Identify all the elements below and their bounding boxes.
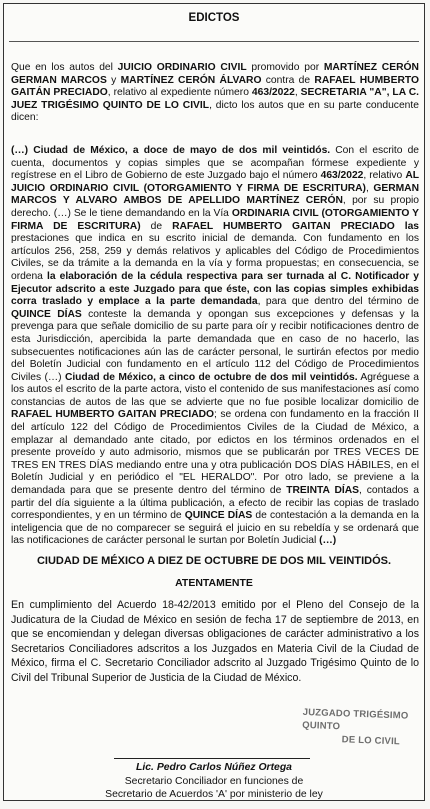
p1-run: , (294, 87, 301, 99)
seal-line-2: DE LO CIVIL (341, 734, 401, 748)
p2-run: (…) Ciudad de México, a doce de mayo de dos mil veintidós. (11, 145, 331, 156)
p2-run: QUINCE DÍAS (184, 510, 253, 522)
p2-run: ORDINARIA CIVIL (OTORGAMIENTO Y FIRMA DE ESCRITURA) (11, 207, 420, 232)
p2-run: Ciudad de México, a cinco de octubre de dos mil veintidós. (64, 371, 358, 383)
p2-run: QUINCE DÍAS (11, 308, 82, 320)
p2-run: 463/2022 (320, 170, 364, 182)
p2-run: , por su propio derecho. (…) Se le tiene demandando en la Vía (11, 195, 420, 219)
p2-run: (…) (319, 535, 337, 547)
resolution-paragraph (11, 145, 419, 548)
p1-run: RAFAEL HUMBERTO GAITÁN PRECIADO (11, 74, 419, 99)
p2-run: , contados a partir del día siguiente a la última publicación, a efecto de recibir las copias de traslado correspondientes, y en un término de (11, 485, 420, 522)
p2-run: RAFAEL HUMBERTO GAITAN PRECIADO (11, 409, 215, 421)
p2-run: , relativo (363, 170, 406, 182)
signer-name: Lic. Pedro Carlos Núñez Ortega (136, 762, 292, 773)
p2-run: TREINTA DÍAS (286, 485, 359, 497)
closing-salutation: ATENTAMENTE (175, 577, 253, 589)
p2-run: RAFAEL HUMBERTO GAITAN PRECIADO las (172, 220, 419, 232)
p3-run: En cumplimiento del Acuerdo 18-42/2013 emitido por el Pleno del Consejo de la Judicatura de la Ciudad de México en sesión de fecha 17 de septiembre de 2013, en que se encomiendan y delegan diversas obligaciones de carácter administrativo a los Secretarios Conciliadores adscritos a los Juzgados en Materia Civil de la Ciudad de México, firma el C. Secretario Conciliador adscrito al Juzgado Trigésimo Quinto de lo Civil del Tribunal Superior de Justicia de la Ciudad de México. (11, 599, 419, 684)
title-divider (9, 41, 419, 42)
p1-run: MARTÍNEZ CERÓN ÁLVARO (120, 74, 262, 86)
p1-run: , relativo al expediente número (107, 87, 252, 99)
p1-run: , dicto los autos que en su parte conducente dicen: (11, 99, 419, 124)
court-seal (301, 706, 423, 760)
signer-role-2: Secretario de Acuerdos 'A' por ministerio de ley (105, 789, 323, 801)
seal-line-1: JUZGADO TRIGÉSIMO QUINTO (302, 706, 409, 733)
p1-run: JUICIO ORDINARIO CIVIL (117, 62, 247, 73)
p2-run: , para que dentro del término de (257, 296, 419, 308)
edict-page (3, 3, 425, 801)
page-title: EDICTOS (188, 12, 240, 24)
agreement-paragraph (11, 598, 419, 686)
p2-run: la elaboración de la cédula respectiva para ser turnada al C. Notificador y Ejecutor adscrito a este Juzgado para que éste, con las copias simples exhibidas corra traslado y emplace a la parte demandada (11, 270, 419, 308)
p2-run: Con el escrito de cuenta, documentos y copias simples que se acompañan fórmese expediente y regístrese en el Libro de Gobierno de este Juzgado bajo el número (11, 145, 420, 182)
p2-run: AL JUICIO ORDINARIO CIVIL (OTORGAMIENTO Y FIRMA DE ESCRITURA) (11, 170, 419, 194)
p1-run: promovido por (246, 62, 324, 73)
date-line: CIUDAD DE MÉXICO A DIEZ DE OCTUBRE DE DOS MIL VEINTIDÓS. (36, 555, 392, 567)
signer-role-1: Secretario Conciliador en funciones de (124, 775, 304, 787)
p2-run: ; se ordena con fundamento en la fracción II del artículo 122 del Código de Procedimientos Civiles de la Ciudad de México, a emplazar al demandado ante citado, por edictos en los términos ordenados en el presente proveído y auto admisorio, mismos que se publicarán por TRES VECES DE TRES EN TRES DÍAS mediando entre una y otra publicación DOS DÍAS HÁBILES, en el Boletín Judicial y en periódico el "EL HERALDO". Por otro lado, se previene a la demandada para que se presente dentro del término de (11, 409, 419, 497)
signature-line (114, 758, 310, 759)
p2-run: Agréguese a los autos el escrito de la parte actora, visto el contenido de sus manifestaciones así como constancias de autos de las que se advierte que no fue posible localizar domicilio de (11, 371, 420, 408)
p1-run: MARTÍNEZ CERÓN GERMAN MARCOS (11, 62, 419, 86)
intro-paragraph (11, 62, 419, 125)
p2-run: de contestación a la demanda en la inteligencia que de no comparecer se seguirá el juicio en su rebeldía y se ordenará que las notificaciones de carácter personal le surtan por Boletín Judicial (11, 510, 419, 547)
signature-block (4, 761, 424, 802)
p1-run: SECRETARIA "A", LA C. JUEZ TRIGÉSIMO QUINTO DE LO CIVIL (11, 87, 419, 111)
p2-run: prestaciones que indica en su escrito inicial de demanda. Con fundamento en los artículos 256, 258, 259 y demás relativos y aplicables del Código de Procedimientos Civiles, se da trámite a la demanda en la vía y forma propuestas; en consecuencia, se ordena (11, 233, 419, 282)
p1-run: Que en los autos del (11, 62, 118, 73)
p2-run: GERMAN MARCOS Y ALVARO AMBOS DE APELLIDO MARTÍNEZ CERÓN (11, 182, 419, 207)
p1-run: 463/2022 (251, 87, 295, 99)
p2-run: de (140, 220, 173, 232)
p1-run: contra de (261, 74, 315, 86)
p1-run: y (106, 74, 121, 86)
p2-run: , (365, 182, 374, 194)
p2-run: conteste la demanda y opongan sus excepciones y defensas y la prevenga para que señale domicilio de su parte para oír y recibir notificaciones dentro de esta Jurisdicción, apercibida la parte demandada que en caso de no hacerlo, las subsecuentes notificaciones aún las de carácter personal, le surtirán efectos por medio del Boletín Judicial con fundamento en el artículo 112 del Código de Procedimientos Civiles (…) (11, 308, 419, 383)
